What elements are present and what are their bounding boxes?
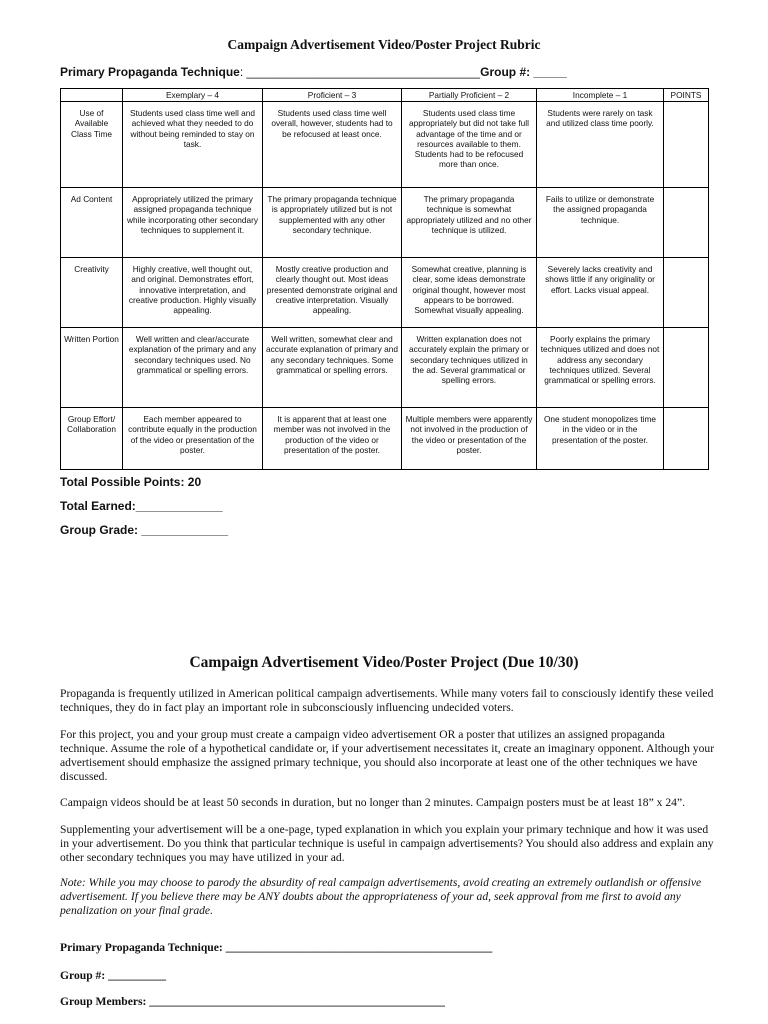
criterion-cell: Use of Available Class Time: [61, 102, 123, 188]
assignment-paragraph: For this project, you and your group must create a campaign video advertisement OR a poster that utilizes an assigned propaganda technique. Assume the role of a hypothetical candidate or, if your advertisement necessitates it, create an imaginary opponent. Although your advertisement should emphasize the assigned primary technique, you should also incorporate at least one of the other techniques we have discussed.: [60, 728, 715, 783]
note-paragraph: Note: While you may choose to parody the absurdity of real campaign advertisements, avoid creating an extremely outlandish or offensive advertisement. If you believe there may be ANY doubts about the appropriateness of your ad, seek approval from me first to avoid any penalization on your final grade.: [60, 876, 702, 917]
technique-group-line: [60, 65, 567, 79]
rubric-cell: Somewhat creative, planning is clear, some ideas demonstrate original thought, however most appears to be borrowed. Somewhat visually appealing.: [402, 258, 537, 328]
rubric-cell: Well written, somewhat clear and accurate explanation of primary and any secondary techniques. Some grammatical or spelling errors.: [263, 328, 402, 408]
rubric-cell: Written explanation does not accurately explain the primary or secondary techniques utilized in the ad. Several grammatical or spelling errors.: [402, 328, 537, 408]
rubric-cell: Multiple members were apparently not involved in the production of the video or presentation of the poster.: [402, 408, 537, 470]
criterion-cell: Ad Content: [61, 188, 123, 258]
points-cell: [664, 328, 709, 408]
total-earned: Total Earned:_____________: [60, 499, 223, 513]
header-exemplary: Exemplary – 4: [123, 89, 263, 102]
total-possible-points: Total Possible Points: 20: [60, 475, 202, 489]
rubric-cell: The primary propaganda technique is somewhat appropriately utilized and no other technique is utilized.: [402, 188, 537, 258]
rubric-cell: Highly creative, well thought out, and original. Demonstrates effort, innovative interpretation, and creative production. Highly visually appealing.: [123, 258, 263, 328]
rubric-row: [61, 102, 709, 188]
written-explanation-paragraph: Supplementing your advertisement will be a one-page, typed explanation in which you explain your primary technique and how it was used in your advertisement. Do you think that particular technique is useful in campaign advertisements? You should also address and explain any other secondary techniques you may have utilized in your ad.: [60, 823, 714, 864]
rubric-cell: One student monopolizes time in the video or in the presentation of the poster.: [537, 408, 664, 470]
header-partially-proficient: Partially Proficient – 2: [402, 89, 537, 102]
intro-paragraph: Propaganda is frequently utilized in American political campaign advertisements. While many voters fail to consciously identify these veiled techniques, they do in fact play an important role in subconsciously influencing undecided voters.: [60, 687, 714, 714]
rubric-cell: Students used class time appropriately but did not take full advantage of the time and or resources available to them. Students had to be refocused more than once.: [402, 102, 537, 188]
rubric-row: [61, 328, 709, 408]
technique-colon: :: [239, 65, 244, 79]
form-technique-field: Primary Propaganda Technique: ______________________________________________: [60, 941, 493, 954]
criterion-cell: Group Effort/ Collaboration: [61, 408, 123, 470]
rubric-cell: Mostly creative production and clearly thought out. Most ideas presented demonstrate original and creative interpretation. Visually appealing.: [263, 258, 402, 328]
rubric-cell: Students were rarely on task and utilized class time poorly.: [537, 102, 664, 188]
points-cell: [664, 188, 709, 258]
points-cell: [664, 102, 709, 188]
rubric-cell: Each member appeared to contribute equally in the production of the video or presentation of the poster.: [123, 408, 263, 470]
rubric-row: [61, 258, 709, 328]
length-requirements-paragraph: Campaign videos should be at least 50 seconds in duration, but no longer than 2 minutes. Campaign posters must be at least 18” x 24”.: [60, 796, 685, 809]
form-group-members-field: Group Members: ___________________________________________________: [60, 995, 445, 1008]
group-grade: Group Grade: _____________: [60, 523, 229, 537]
form-group-number-field: Group #: __________: [60, 969, 167, 982]
rubric-cell: Poorly explains the primary techniques utilized and does not address any secondary techniques utilized. Several grammatical or spelling errors.: [537, 328, 664, 408]
rubric-cell: Students used class time well and achieved what they needed to do without being reminded to stay on task.: [123, 102, 263, 188]
project-title: Campaign Advertisement Video/Poster Project (Due 10/30): [189, 654, 579, 671]
header-incomplete: Incomplete – 1: [537, 89, 664, 102]
points-cell: [664, 408, 709, 470]
rubric-cell: Students used class time well overall, however, students had to be refocused at least once.: [263, 102, 402, 188]
rubric-row: [61, 188, 709, 258]
technique-label: Primary Propaganda Technique: [60, 65, 240, 79]
rubric-cell: Severely lacks creativity and shows little if any originality or effort. Lacks visual appeal.: [537, 258, 664, 328]
group-number-label: Group #: _____: [480, 65, 567, 79]
rubric-header-row: [61, 89, 709, 102]
rubric-cell: Fails to utilize or demonstrate the assigned propaganda technique.: [537, 188, 664, 258]
points-cell: [664, 258, 709, 328]
rubric-table: [60, 88, 709, 470]
rubric-cell: The primary propaganda technique is appropriately utilized but is not supplemented with any other secondary technique.: [263, 188, 402, 258]
technique-blank: ___________________________________: [246, 65, 481, 79]
rubric-title: Campaign Advertisement Video/Poster Project Rubric: [227, 37, 541, 52]
rubric-cell: Appropriately utilized the primary assigned propaganda technique while incorporating other secondary techniques to supplement it.: [123, 188, 263, 258]
criterion-cell: Creativity: [61, 258, 123, 328]
rubric-cell: Well written and clear/accurate explanation of the primary and any secondary techniques used. No grammatical or spelling errors.: [123, 328, 263, 408]
criterion-cell: Written Portion: [61, 328, 123, 408]
rubric-row: [61, 408, 709, 470]
rubric-cell: It is apparent that at least one member was not involved in the production of the video or presentation of the poster.: [263, 408, 402, 470]
header-criterion: [61, 89, 123, 102]
header-points: POINTS: [664, 89, 709, 102]
header-proficient: Proficient – 3: [263, 89, 402, 102]
